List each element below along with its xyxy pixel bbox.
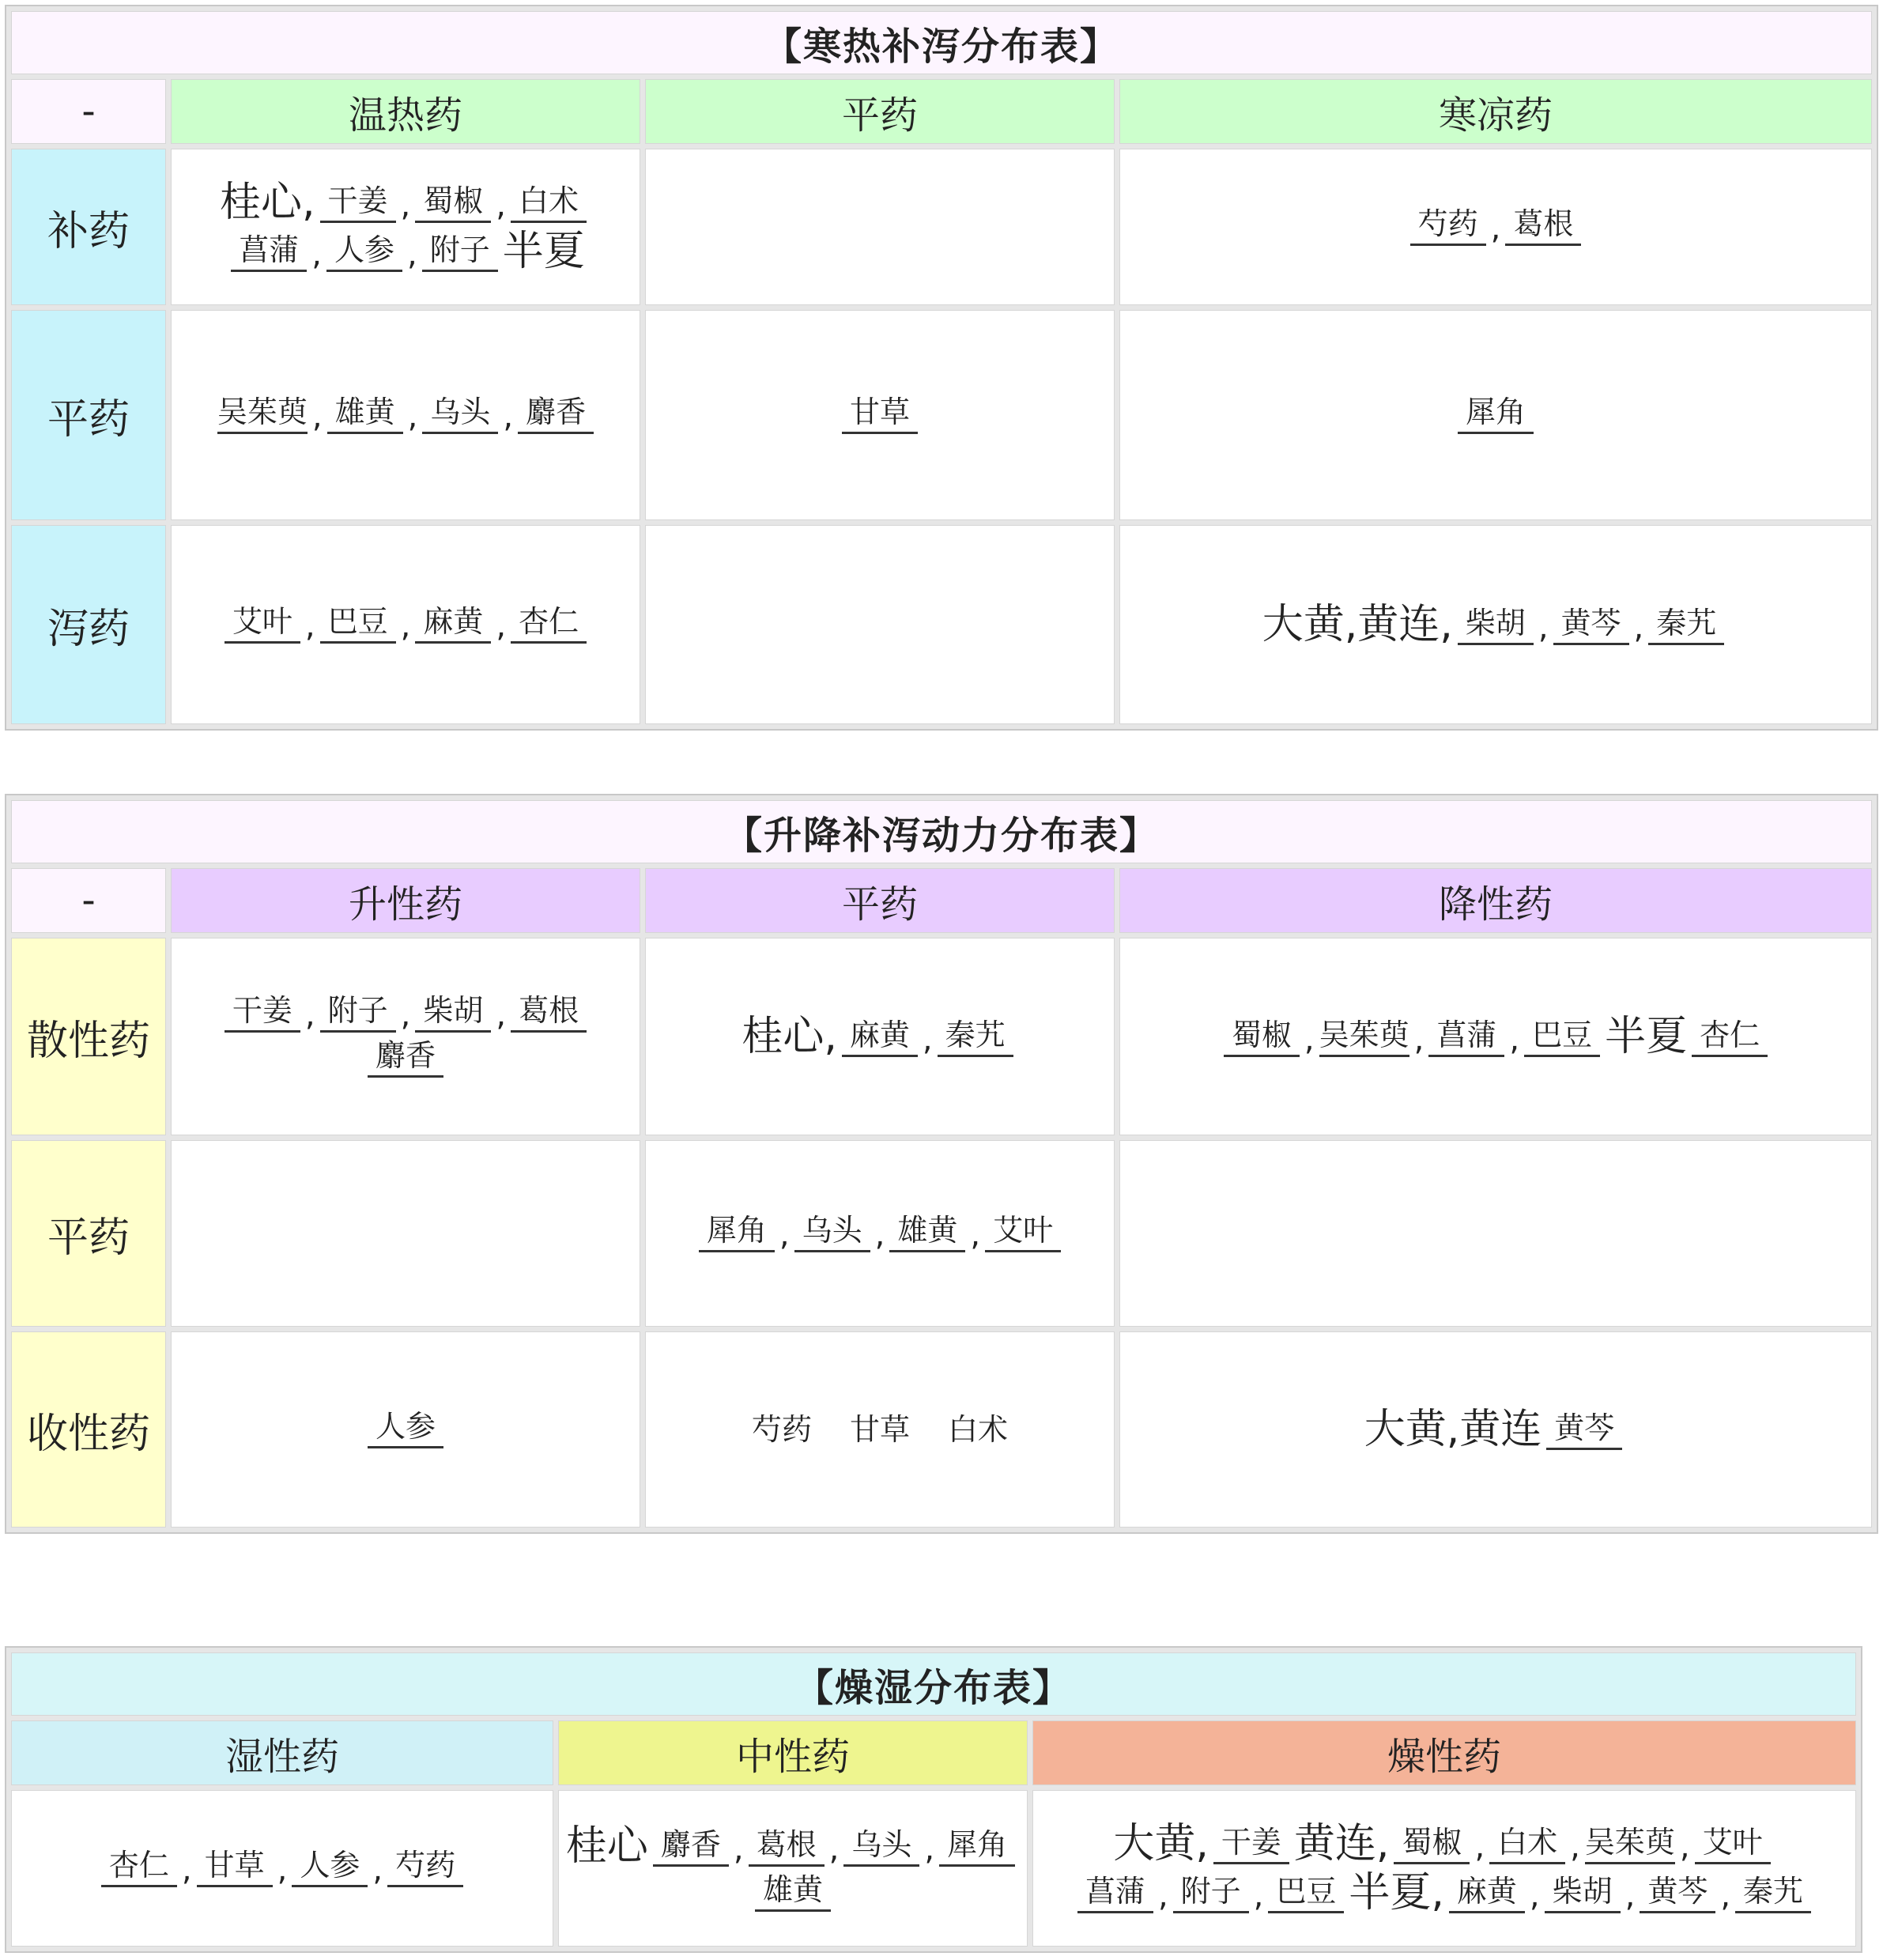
herb-blank [1077, 1876, 1153, 1913]
herb-name: 艾叶 [993, 1212, 1054, 1248]
herb-blank [1173, 1876, 1249, 1913]
comma-separator: , [496, 997, 507, 1033]
herb-name: 杏仁 [519, 603, 579, 639]
herb-blank [1489, 1827, 1565, 1864]
blank-underline [1692, 1055, 1768, 1057]
column-header: 升性药 [171, 868, 640, 933]
herb-blank [842, 394, 918, 434]
herb-name: 芍药 [1417, 206, 1478, 241]
herb-name: 巴豆 [1532, 1018, 1593, 1052]
comma-separator: , [372, 1851, 383, 1888]
comma-separator: , [400, 997, 411, 1033]
herb-blank [843, 1826, 919, 1867]
herb-name: 黄芩 [1554, 1411, 1615, 1445]
blank-underline [225, 1030, 300, 1033]
herb-name: 附子 [429, 232, 490, 267]
blank-underline [1077, 1911, 1153, 1913]
herb-blank [422, 232, 498, 272]
blank-underline [1505, 244, 1581, 246]
herb-name: 麻黄 [849, 1018, 910, 1052]
row-header: 平药 [11, 1140, 166, 1327]
blank-underline [387, 1885, 463, 1887]
blank-underline [320, 221, 396, 223]
blank-underline [1394, 1862, 1470, 1864]
column-header: 湿性药 [11, 1720, 553, 1785]
comma-separator: , [181, 1851, 192, 1888]
herb-cell [1119, 1140, 1872, 1327]
comma-separator: , [400, 187, 411, 224]
column-header: 温热药 [171, 79, 640, 144]
column-header: 燥性药 [1032, 1720, 1856, 1785]
comma-separator: , [277, 1851, 288, 1888]
herb-blank [1268, 1876, 1344, 1913]
herb-cell [171, 1140, 640, 1327]
herb-blank [1692, 1020, 1768, 1057]
herb-name: 白术 [948, 1412, 1009, 1447]
herb-cell [171, 938, 640, 1135]
herb-name: 蜀椒 [423, 183, 484, 218]
blank-underline [326, 270, 402, 272]
herb-blank [1585, 1827, 1675, 1864]
herb-name: 菖蒲 [1436, 1018, 1497, 1052]
herb-name-large: 桂心 [565, 1822, 648, 1870]
herb-line [559, 1871, 1027, 1912]
dry-wet-table [5, 1646, 1862, 1953]
herb-blank [939, 1826, 1015, 1867]
blank-underline [217, 432, 308, 434]
blank-underline [101, 1885, 177, 1887]
herb-blank [1546, 1413, 1622, 1450]
herb-blank [387, 1847, 463, 1887]
herb-blank [755, 1871, 831, 1912]
herb-blank [327, 394, 403, 434]
herb-name: 干姜 [232, 993, 292, 1028]
herb-blank [511, 995, 587, 1033]
blank-underline [1428, 1055, 1504, 1057]
herb-blank [231, 232, 307, 272]
herb-line [1120, 206, 1871, 247]
blank-underline [1585, 1862, 1675, 1864]
blank-underline [939, 1864, 1015, 1867]
herb-name: 犀角 [1465, 394, 1526, 429]
herb-blank [320, 603, 396, 644]
blank-underline [422, 432, 498, 434]
herb-blank [1640, 1876, 1715, 1913]
comma-separator: , [1679, 1829, 1690, 1865]
herb-line [1120, 1406, 1871, 1453]
corner-cell: - [11, 868, 166, 933]
herb-cell [171, 525, 640, 724]
blank-underline [749, 1864, 825, 1867]
comma-separator: , [1625, 1878, 1636, 1914]
herb-blank [889, 1212, 965, 1252]
herb-blank [1224, 1020, 1300, 1057]
herb-name: 甘草 [849, 1412, 910, 1447]
herb-cell [1119, 525, 1872, 724]
herb-name-large: 半夏, [1349, 1869, 1444, 1917]
herb-name: 犀角 [706, 1212, 767, 1248]
herb-name: 附子 [1180, 1874, 1241, 1909]
rise-fall-table [5, 794, 1878, 1534]
comma-separator: , [1253, 1878, 1264, 1914]
herb-cell [171, 1331, 640, 1528]
blank-underline [292, 1885, 368, 1887]
herb-blank [985, 1212, 1061, 1252]
herb-name: 杏仁 [108, 1847, 169, 1883]
herb-name: 巴豆 [1276, 1874, 1337, 1909]
blank-underline [699, 1250, 775, 1252]
herb-line [172, 179, 640, 226]
blank-underline [1213, 1862, 1289, 1864]
herb-blank [1428, 1020, 1504, 1057]
herb-cell [1119, 938, 1872, 1135]
herb-name: 人参 [334, 232, 394, 267]
herb-line [172, 995, 640, 1033]
herb-line [172, 603, 640, 644]
herb-cell [645, 938, 1115, 1135]
herb-blank [1524, 1020, 1600, 1057]
blank-underline [518, 432, 594, 434]
herb-cell [558, 1790, 1028, 1947]
herb-name: 巴豆 [327, 603, 388, 639]
herb-blank [653, 1826, 729, 1867]
comma-separator: , [1720, 1878, 1731, 1914]
herb-name: 麻黄 [1456, 1874, 1517, 1909]
herb-name: 柴胡 [1465, 606, 1526, 640]
herb-line [646, 394, 1114, 434]
blank-underline [1410, 244, 1486, 246]
table-title: 【寒热补泻分布表】 [11, 11, 1872, 74]
herb-line [172, 228, 640, 275]
herb-name: 葛根 [519, 993, 579, 1028]
comma-separator: , [496, 187, 506, 224]
herb-name: 杏仁 [1700, 1018, 1760, 1052]
herb-name: 芍药 [395, 1847, 456, 1883]
herb-cell [171, 310, 640, 520]
blank-underline [938, 1055, 1013, 1057]
column-header: 中性药 [558, 1720, 1028, 1785]
herb-blank [197, 1847, 273, 1887]
herb-blank [749, 1826, 825, 1867]
herb-blank [511, 603, 587, 644]
herb-line [1120, 394, 1871, 434]
row-header: 散性药 [11, 938, 166, 1135]
row-header: 收性药 [11, 1331, 166, 1528]
comma-separator: , [924, 1830, 935, 1867]
herb-name: 人参 [375, 1408, 436, 1444]
comma-separator: , [1633, 610, 1644, 646]
comma-separator: , [503, 398, 514, 435]
comma-separator: , [922, 1022, 933, 1058]
herb-cell [1032, 1790, 1856, 1947]
herb-line [1120, 1013, 1871, 1060]
comma-separator: , [407, 398, 418, 435]
comma-separator: , [1474, 1829, 1485, 1865]
column-header: 平药 [645, 79, 1115, 144]
blank-underline [422, 270, 498, 272]
herb-cell [645, 525, 1115, 724]
herb-blank [1545, 1876, 1621, 1913]
herb-name: 乌头 [851, 1826, 912, 1862]
herb-blank [1735, 1876, 1811, 1913]
blank-underline [794, 1250, 870, 1252]
herb-blank [1505, 206, 1581, 246]
column-header: 平药 [645, 868, 1115, 933]
herb-name: 干姜 [327, 183, 388, 218]
blank-underline [368, 1446, 443, 1448]
herb-cell [1119, 1331, 1872, 1528]
comma-separator: , [1509, 1022, 1520, 1058]
herb-blank [225, 603, 300, 644]
herb-blank [415, 995, 491, 1033]
herb-cell [645, 149, 1115, 305]
herb-name: 吴茱萸 [1584, 1825, 1675, 1860]
herb-name: 黄芩 [1647, 1874, 1708, 1909]
herb-name: 葛根 [756, 1826, 817, 1862]
blank-underline [1268, 1911, 1344, 1913]
herb-name-large: 大黄,黄连, [1262, 601, 1453, 648]
herb-blank [1458, 608, 1534, 645]
herb-name-large: 桂心, [742, 1013, 837, 1060]
comma-separator: , [304, 607, 315, 644]
blank-underline [415, 221, 491, 223]
herb-name-large: 大黄, [1113, 1820, 1209, 1867]
blank-underline [415, 1030, 491, 1033]
herb-cell [1119, 149, 1872, 305]
herb-blank [842, 1020, 918, 1057]
comma-separator: , [304, 997, 315, 1033]
table-title: 【升降补泻动力分布表】 [11, 800, 1872, 863]
herb-name: 附子 [327, 993, 388, 1028]
comma-separator: , [1529, 1878, 1540, 1914]
comma-separator: , [496, 607, 507, 644]
herb-name: 干姜 [1221, 1825, 1281, 1860]
herb-cell [1119, 310, 1872, 520]
herb-name: 艾叶 [232, 603, 292, 639]
herb-name: 麝香 [375, 1038, 436, 1073]
herb-name: 甘草 [204, 1847, 265, 1883]
comma-separator: , [406, 236, 417, 273]
comma-separator: , [1304, 1022, 1315, 1058]
herb-blank [368, 1040, 443, 1078]
blank-underline [327, 432, 403, 434]
herb-name: 秦艽 [1656, 606, 1717, 640]
comma-separator: , [779, 1216, 790, 1253]
blank-underline [225, 641, 300, 644]
blank-underline [842, 432, 918, 434]
blank-underline [511, 221, 587, 223]
row-header: 补药 [11, 149, 166, 305]
blank-underline [1319, 1055, 1409, 1057]
herb-line [1120, 601, 1871, 648]
herb-blank [1458, 394, 1534, 434]
blank-underline [1695, 1862, 1771, 1864]
herb-name: 芍药 [751, 1412, 812, 1447]
herb-name: 菖蒲 [1085, 1874, 1145, 1909]
herb-blank [415, 603, 491, 644]
herb-name-large: 黄连, [1293, 1820, 1390, 1867]
herb-name: 菖蒲 [239, 232, 300, 267]
herb-name: 黄芩 [1560, 606, 1621, 640]
blank-underline [843, 1864, 919, 1867]
herb-blank [938, 1020, 1013, 1057]
blank-underline [1489, 1862, 1565, 1864]
herb-blank [225, 995, 300, 1033]
herb-name: 白术 [518, 183, 579, 218]
herb-name-large: 半夏 [1605, 1013, 1688, 1060]
column-header: 降性药 [1119, 868, 1872, 933]
herb-name: 雄黄 [334, 394, 395, 429]
blank-underline [415, 641, 491, 644]
table-title: 【燥湿分布表】 [11, 1652, 1856, 1716]
herb-name: 吴茱萸 [217, 394, 308, 429]
blank-underline [1648, 643, 1724, 645]
herb-name: 葛根 [1513, 206, 1574, 241]
blank-underline [1173, 1911, 1249, 1913]
herb-cell [171, 149, 640, 305]
comma-separator: , [828, 1830, 840, 1867]
row-header: 泻药 [11, 525, 166, 724]
blank-underline [653, 1864, 729, 1867]
blank-underline [320, 1030, 396, 1033]
herb-blank [1648, 608, 1724, 645]
blank-underline [1553, 643, 1629, 645]
blank-underline [320, 641, 396, 644]
herb-name-large: 桂心, [220, 179, 315, 226]
herb-name-large: 半夏 [502, 228, 585, 275]
herb-blank [1410, 206, 1486, 246]
blank-underline [1458, 432, 1534, 434]
comma-separator: , [1490, 210, 1501, 247]
herb-name: 犀角 [947, 1826, 1008, 1862]
herb-blank [320, 183, 396, 223]
herb-line [172, 1040, 640, 1078]
blank-underline [889, 1250, 965, 1252]
herb-cell [11, 1790, 553, 1947]
herb-name: 蜀椒 [1231, 1018, 1292, 1052]
blank-underline [1640, 1911, 1715, 1913]
herb-name: 乌头 [802, 1212, 862, 1248]
blank-underline [755, 1909, 831, 1912]
blank-underline [511, 641, 587, 644]
herb-line [1033, 1869, 1855, 1917]
comma-separator: , [400, 607, 411, 644]
comma-separator: , [970, 1216, 981, 1253]
herb-name: 甘草 [849, 394, 910, 429]
blank-underline [1524, 1055, 1600, 1057]
herb-blank [217, 394, 308, 434]
herb-name: 柴胡 [1552, 1874, 1613, 1909]
herb-name-large: 大黄,黄连 [1364, 1406, 1542, 1453]
herb-blank [422, 394, 498, 434]
corner-cell: - [11, 79, 166, 144]
comma-separator: , [874, 1216, 885, 1253]
herb-line [646, 1212, 1114, 1253]
herb-blank [794, 1212, 870, 1252]
herb-blank [511, 183, 587, 223]
column-header: 寒凉药 [1119, 79, 1872, 144]
blank-underline [368, 1075, 443, 1078]
comma-separator: , [1570, 1829, 1580, 1865]
herb-blank [1394, 1827, 1470, 1864]
herb-name: 乌头 [430, 394, 491, 429]
herb-cell [645, 310, 1115, 520]
herb-blank [292, 1847, 368, 1887]
blank-underline [511, 1030, 587, 1033]
herb-name: 蜀椒 [1402, 1825, 1462, 1860]
blank-underline [1224, 1055, 1300, 1057]
comma-separator: , [311, 236, 322, 273]
comma-separator: , [1538, 610, 1549, 646]
herb-line [12, 1847, 553, 1888]
herb-blank [1449, 1876, 1525, 1913]
row-header: 平药 [11, 310, 166, 520]
herb-blank [699, 1212, 775, 1252]
herb-line [646, 1414, 1114, 1445]
herb-blank [1553, 608, 1629, 645]
blank-underline [985, 1250, 1061, 1252]
herb-cell [645, 1140, 1115, 1327]
herb-cell [645, 1331, 1115, 1528]
blank-underline [1458, 643, 1534, 645]
blank-underline [1546, 1448, 1622, 1450]
herb-name: 秦艽 [1743, 1874, 1804, 1909]
herb-name: 白术 [1497, 1825, 1558, 1860]
herb-line [559, 1822, 1027, 1870]
herb-name: 麻黄 [423, 603, 484, 639]
herb-blank [518, 394, 594, 434]
herb-blank [101, 1847, 177, 1887]
herb-name: 柴胡 [423, 993, 484, 1028]
herb-blank [1213, 1827, 1289, 1864]
herb-name: 麝香 [526, 394, 587, 429]
herb-name: 麝香 [660, 1826, 721, 1862]
herb-line [646, 1013, 1114, 1060]
herb-blank [326, 232, 402, 272]
blank-underline [231, 270, 307, 272]
herb-blank [1319, 1020, 1409, 1057]
comma-separator: , [1157, 1878, 1168, 1914]
blank-underline [842, 1055, 918, 1057]
herb-blank [415, 183, 491, 223]
herb-line [1033, 1820, 1855, 1867]
herb-name: 秦艽 [945, 1018, 1006, 1052]
herb-blank [368, 1408, 443, 1448]
blank-underline [197, 1885, 273, 1887]
blank-underline [1735, 1911, 1811, 1913]
herb-name: 雄黄 [897, 1212, 958, 1248]
blank-underline [1545, 1911, 1621, 1913]
herb-line [172, 1408, 640, 1448]
herb-name: 吴茱萸 [1319, 1018, 1409, 1052]
cold-heat-table [5, 5, 1878, 731]
herb-blank [1695, 1827, 1771, 1864]
herb-name: 艾叶 [1702, 1825, 1763, 1860]
comma-separator: , [733, 1830, 744, 1867]
herb-name: 雄黄 [762, 1871, 823, 1907]
herb-line [172, 394, 640, 435]
comma-separator: , [1413, 1022, 1425, 1058]
herb-name: 人参 [300, 1847, 360, 1883]
blank-underline [1449, 1911, 1525, 1913]
herb-blank [320, 995, 396, 1033]
comma-separator: , [311, 398, 323, 435]
